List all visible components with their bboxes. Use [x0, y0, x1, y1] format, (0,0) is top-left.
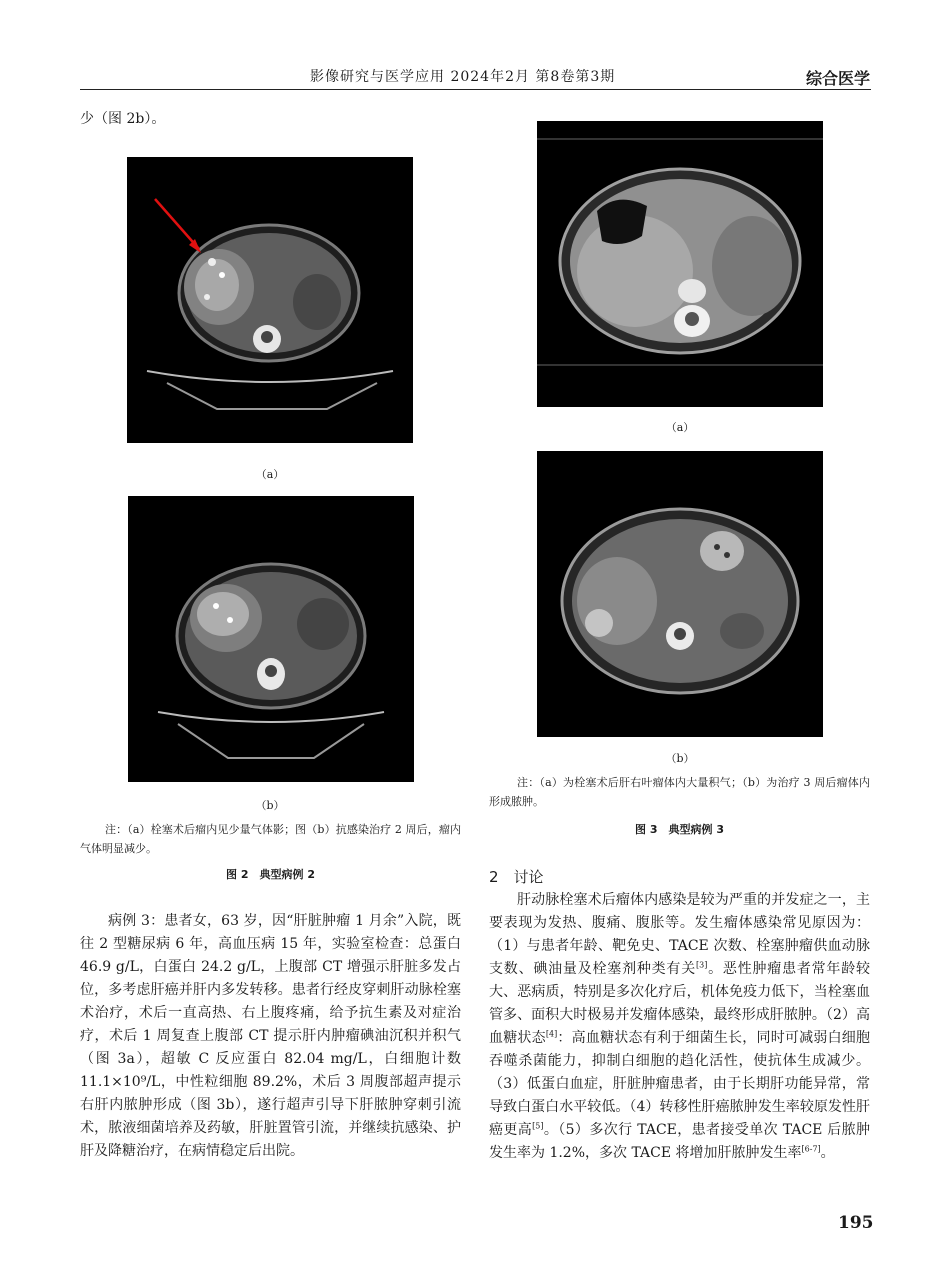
section-header: 综合医学 — [806, 69, 871, 88]
figure-2b-ct-image — [128, 496, 414, 782]
figure-3-note: 注：（a）为栓塞术后肝右叶瘤体内大量积气；（b）为治疗 3 周后瘤体内形成脓肿。 — [489, 776, 870, 808]
figure-3a-ct-image — [537, 121, 823, 407]
figure-2b-label: （b） — [255, 799, 285, 812]
discussion-text-4: 。（5）多次行 TACE，患者接受单次 TACE 后脓肿发生率为 1.2%，多次 TACE 将增加肝脓肿发生率 — [489, 1122, 870, 1161]
figure-3-title: 图 3 典型病例 3 — [635, 823, 724, 836]
case-3-paragraph: 病例 3：患者女，63 岁，因“肝脏肿瘤 1 月余”入院，既往 2 型糖尿病 6 年，高血压病 15 年，实验室检查：总蛋白 46.9 g/L，白蛋白 24.2 g/L，上腹部 CT 增强示肝脏多发占位，多考虑肝癌并肝内多发转移。患者行经皮穿刺肝动脉栓塞术治疗，术后一直高热、右上腹疼痛，给予抗生素及对症治疗，术后 1 周复查上腹部 CT 提示肝内肿瘤碘油沉积并积气（图 3a），超敏 C 反应蛋白 82.04 mg/L，白细胞计数 11.1×10⁹/L，中性粒细胞 89.2%，术后 3 周腹部超声提示右肝内脓肿形成（图 3b），遂行超声引导下肝脓肿穿刺引流术，脓液细菌培养及药敏，肝脏置管引流，并继续抗感染、护肝及降糖治疗，在病情稳定后出院。 — [80, 913, 461, 1159]
discussion-text-1: 肝动脉栓塞术后瘤体内感染是较为严重的并发症之一，主要表现为发热、腹痛、腹胀等。发生瘤体感染常见原因为：（1）与患者年龄、靶免史、TACE 次数、栓塞肿瘤供血动脉支数、碘油量及栓塞剂种类有关 — [489, 892, 870, 977]
discussion-paragraph — [489, 889, 870, 1165]
reference-5[interactable]: [5] — [532, 1121, 544, 1131]
figure-3a-label: （a） — [665, 421, 695, 434]
discussion-text-2: 。恶性肿瘤患者常年龄较大、恶病质，特别是多次化疗后，机体免疫力低下，当栓塞血管多、面积大时极易并发瘤体感染，最终形成肝脓肿。（2）高血糖状态 — [489, 961, 871, 1046]
figure-2-title: 图 2 典型病例 2 — [226, 868, 315, 881]
continued-text: 少（图 2b）。 — [80, 111, 166, 127]
reference-6-7[interactable]: [6-7] — [801, 1144, 821, 1154]
reference-4[interactable]: [4] — [545, 1029, 558, 1039]
reference-3[interactable]: [3] — [696, 960, 708, 970]
figure-2-note: 注：（a）栓塞术后瘤内见少量气体影；图（b）抗感染治疗 2 周后，瘤内气体明显减少。 — [80, 823, 461, 855]
figure-3b-ct-image — [537, 451, 823, 737]
discussion-text-3: ：高血糖状态有利于细菌生长，同时可减弱白细胞吞噬杀菌能力，抑制白细胞的趋化活性，使抗体生成减少。（3）低蛋白血症，肝脏肿瘤患者，由于长期肝功能异常，常导致白蛋白水平较低。（4）转移性肝癌脓肿发生率较原发性肝癌更高 — [489, 1030, 871, 1138]
discussion-text-5: 。 — [820, 1145, 835, 1161]
section-title-discussion: 2 讨论 — [489, 868, 544, 886]
journal-header: 影像研究与医学应用 2024年2月 第8卷第3期 — [310, 69, 616, 85]
page-number: 195 — [838, 1213, 874, 1233]
figure-2a-ct-image — [127, 157, 413, 443]
figure-2a-label: （a） — [255, 468, 285, 481]
header-rule — [80, 89, 871, 90]
figure-3b-label: （b） — [665, 752, 695, 765]
